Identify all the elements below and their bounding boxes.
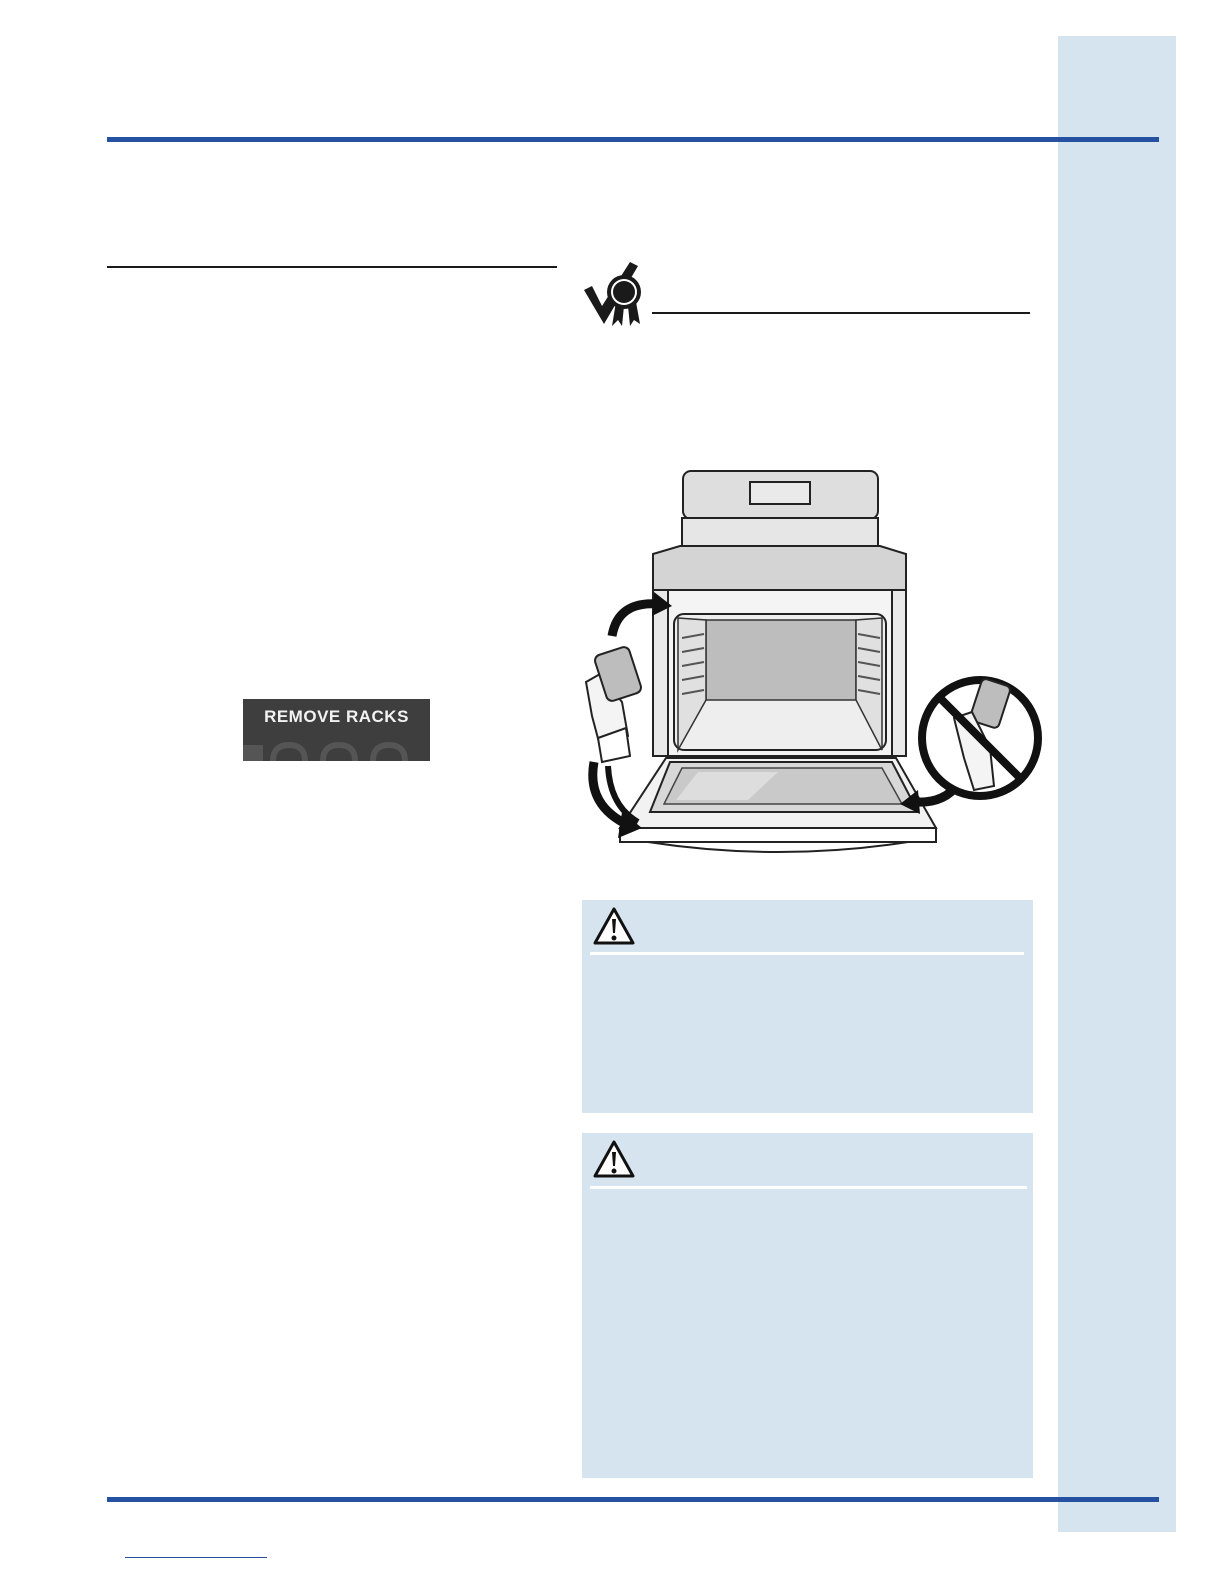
side-tab xyxy=(1058,36,1176,1532)
caution-1-rule xyxy=(590,952,1024,955)
caution-callout-2 xyxy=(582,1133,1033,1478)
header-rule xyxy=(107,137,1159,142)
warning-triangle-icon xyxy=(592,906,636,946)
section-rule-left xyxy=(107,266,557,268)
caution-2-rule xyxy=(590,1186,1027,1189)
caution-callout-1 xyxy=(582,900,1033,1113)
oven-cleaning-illustration xyxy=(578,466,1048,866)
remove-racks-pad xyxy=(243,699,430,761)
section-rule-right xyxy=(652,312,1030,314)
warning-triangle-icon xyxy=(592,1139,636,1179)
check-ribbon-icon xyxy=(582,260,648,330)
footer-rule xyxy=(107,1497,1159,1502)
footer-link-underline[interactable] xyxy=(125,1557,267,1558)
remove-racks-label: REMOVE RACKS xyxy=(264,707,409,726)
